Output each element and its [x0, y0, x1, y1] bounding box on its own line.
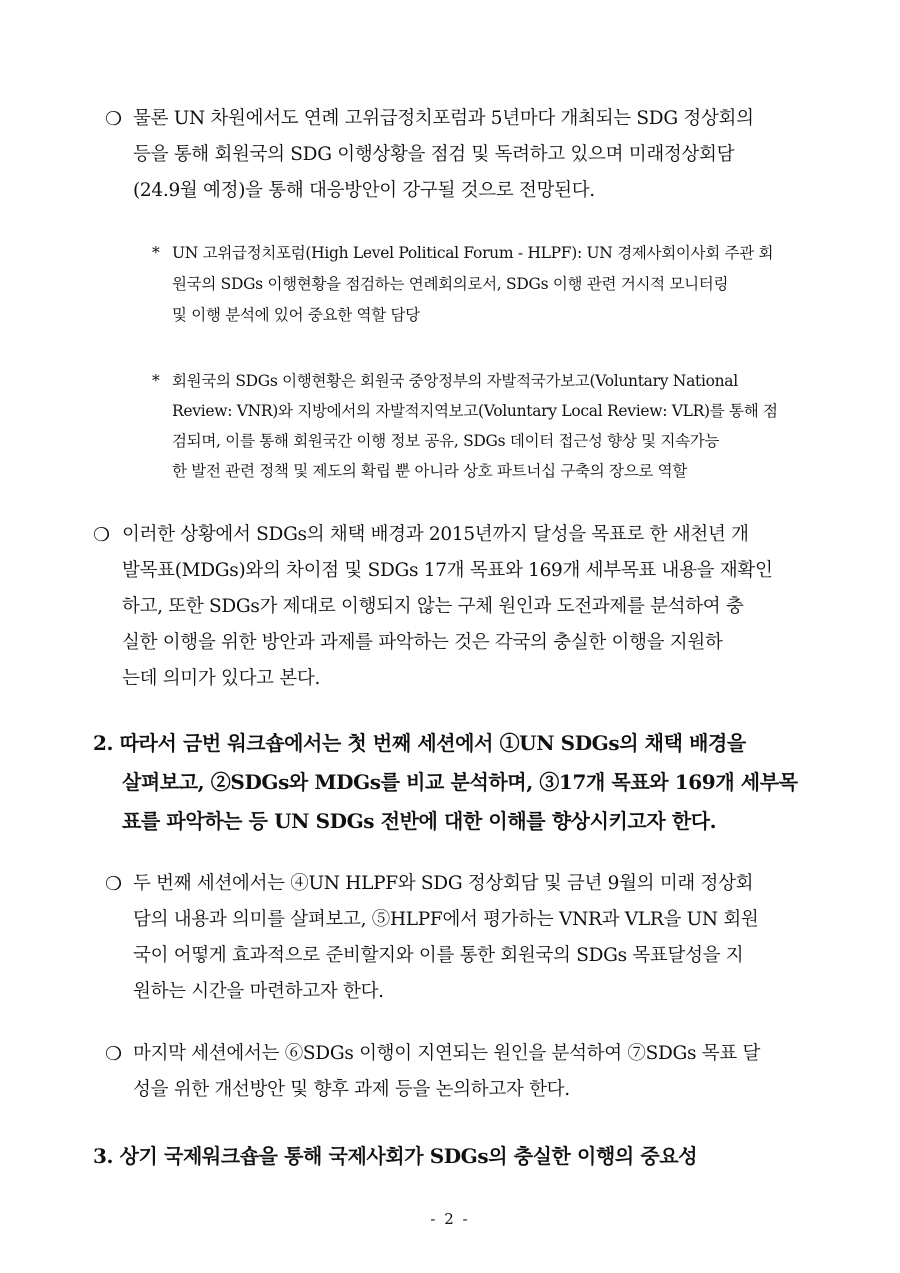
footnote-2-line: 검되며, 이를 통해 회원국간 이행 정보 공유, SDGs 데이터 접근성 향상 및 지속가능: [172, 432, 720, 450]
paragraph-3-line: 국이 어떻게 효과적으로 준비할지와 이를 통한 회원국의 SDGs 목표달성을 지: [133, 945, 744, 966]
footnote-1-line: 및 이행 분석에 있어 중요한 역할 담당: [172, 306, 420, 324]
paragraph-3-line: 두 번째 세션에서는 ④UN HLPF와 SDG 정상회담 및 금년 9월의 미래 정상회: [133, 873, 754, 894]
paragraph-1-line: 물론 UN 차원에서도 연례 고위급정치포럼과 5년마다 개최되는 SDG 정상회의: [133, 108, 754, 129]
footnote-1-line: 원국의 SDGs 이행현황을 점검하는 연례회의로서, SDGs 이행 관련 거시적 모니터링: [172, 275, 729, 293]
footnote-2-line: Review: VNR)와 지방에서의 자발적지역보고(Voluntary Local Review: VLR)를 통해 점: [172, 402, 778, 420]
paragraph-4-line: 성을 위한 개선방안 및 향후 과제 등을 논의하고자 한다.: [133, 1079, 570, 1100]
paragraph-4-line: 마지막 세션에서는 ⑥SDGs 이행이 지연되는 원인을 분석하여 ⑦SDGs 목표 달: [133, 1043, 761, 1064]
bullet-icon: ❍: [105, 873, 123, 895]
footnote-1-line: UN 고위급정치포럼(High Level Political Forum - HLPF): UN 경제사회이사회 주관 회: [172, 244, 774, 262]
paragraph-2-line: 이러한 상황에서 SDGs의 채택 배경과 2015년까지 달성을 목표로 한 새천년 개: [122, 524, 749, 545]
section-2-heading-line: 살펴보고, ②SDGs와 MDGs를 비교 분석하며, ③17개 목표와 169개 세부목: [122, 770, 798, 794]
footnote-2-line: 한 발전 관련 정책 및 제도의 확립 뿐 아니라 상호 파트너십 구축의 장으로 역할: [172, 462, 688, 480]
bullet-icon: ❍: [93, 524, 111, 546]
section-3-heading-line: 3. 상기 국제워크숍을 통해 국제사회가 SDGs의 충실한 이행의 중요성: [93, 1144, 698, 1168]
asterisk-icon: *: [152, 372, 160, 390]
bullet-icon: ❍: [105, 1043, 123, 1065]
paragraph-2-line: 발목표(MDGs)와의 차이점 및 SDGs 17개 목표와 169개 세부목표 내용을 재확인: [122, 560, 773, 581]
paragraph-1-line: (24.9월 예정)을 통해 대응방안이 강구될 것으로 전망된다.: [133, 180, 595, 201]
asterisk-icon: *: [152, 244, 160, 262]
section-2-heading-line: 표를 파악하는 등 UN SDGs 전반에 대한 이해를 향상시키고자 한다.: [122, 809, 717, 833]
bullet-icon: ❍: [105, 108, 123, 130]
paragraph-3-line: 담의 내용과 의미를 살펴보고, ⑤HLPF에서 평가하는 VNR과 VLR을 UN 회원: [133, 909, 759, 930]
paragraph-3-line: 원하는 시간을 마련하고자 한다.: [133, 981, 384, 1002]
paragraph-2-line: 실한 이행을 위한 방안과 과제를 파악하는 것은 각국의 충실한 이행을 지원하: [122, 632, 723, 653]
page-number: - 2 -: [430, 1210, 470, 1228]
paragraph-2-line: 는데 의미가 있다고 본다.: [122, 668, 321, 689]
paragraph-1-line: 등을 통해 회원국의 SDG 이행상황을 점검 및 독려하고 있으며 미래정상회담: [133, 144, 735, 165]
footnote-2-line: 회원국의 SDGs 이행현황은 회원국 중앙정부의 자발적국가보고(Voluntary National: [172, 372, 738, 390]
section-2-heading-line: 2. 따라서 금번 워크숍에서는 첫 번째 세션에서 ①UN SDGs의 채택 배경을: [93, 731, 746, 755]
paragraph-2-line: 하고, 또한 SDGs가 제대로 이행되지 않는 구체 원인과 도전과제를 분석하여 충: [122, 596, 744, 617]
